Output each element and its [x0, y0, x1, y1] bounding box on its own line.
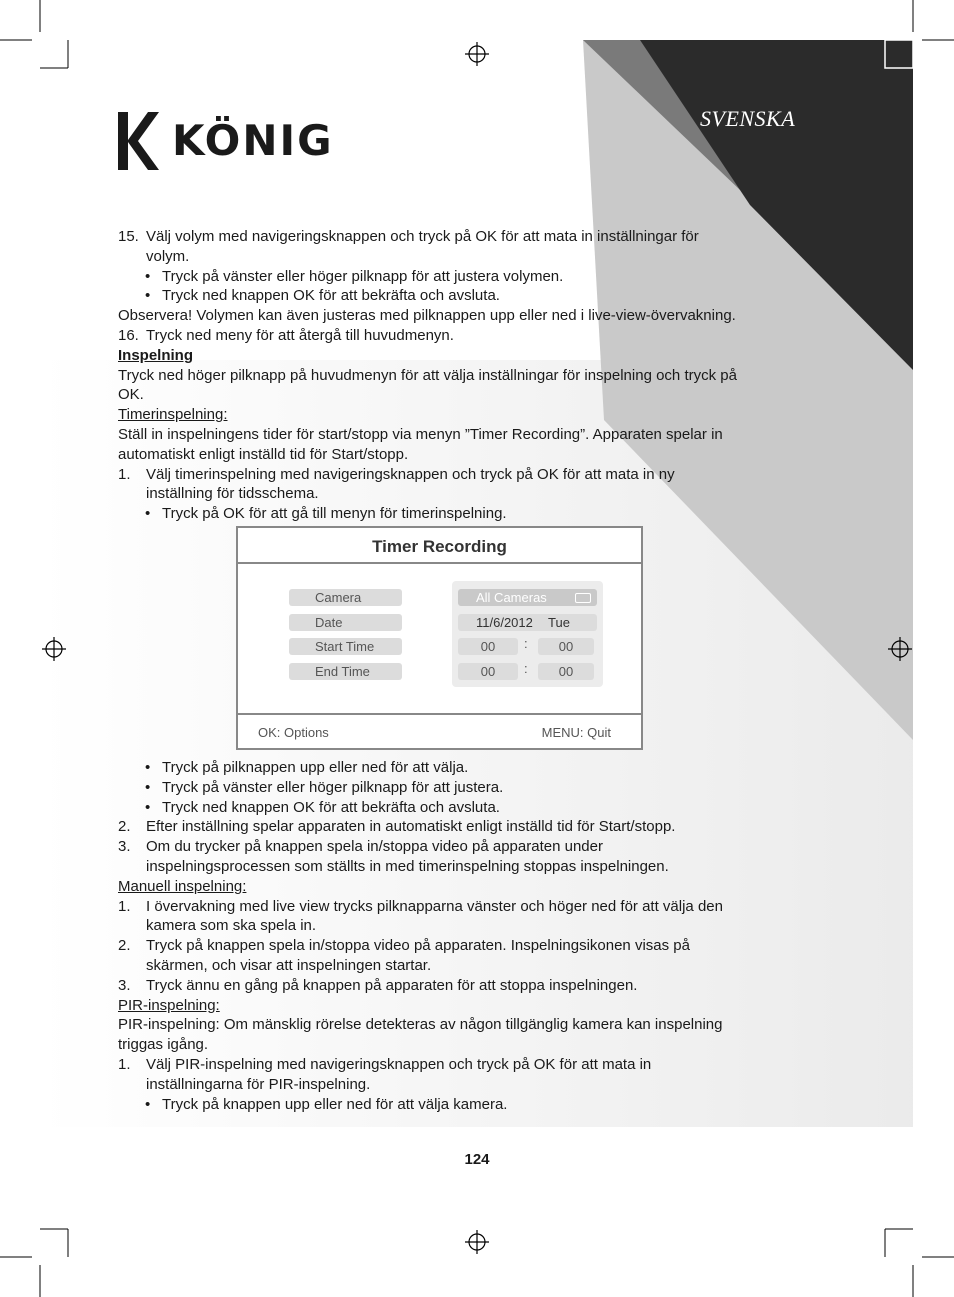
- settings-panel: [452, 581, 603, 687]
- item-number: 1.: [118, 897, 131, 915]
- brand-name: KÖNIG: [172, 116, 334, 165]
- bullet-item: [118, 267, 768, 287]
- bullet-item: [118, 758, 768, 778]
- bullet-icon: •: [145, 759, 151, 776]
- item-text: Tryck ned meny för att återgå till huvudmenyn.: [146, 326, 454, 344]
- list-item: [118, 227, 768, 267]
- screen-footer: [238, 713, 641, 750]
- list-item: [118, 976, 768, 996]
- item-number: 2.: [118, 818, 131, 836]
- item-number: 3.: [118, 976, 131, 994]
- menu-quit-label: MENU: Quit: [541, 725, 611, 740]
- list-item: [118, 897, 768, 937]
- list-item: [118, 465, 768, 505]
- item-text: Välj timerinspelning med navigeringsknappen och tryck på OK för att mata in ny inställning för tidsschema.: [146, 465, 675, 503]
- section-heading: Inspelning: [118, 346, 193, 364]
- item-number: 1.: [118, 1055, 131, 1073]
- konig-logo: [118, 112, 348, 174]
- camera-select[interactable]: [458, 589, 597, 606]
- start-hour-field[interactable]: 00: [458, 638, 518, 655]
- bullet-item: [118, 286, 768, 306]
- bullet-icon: •: [145, 798, 151, 816]
- document-body-continued: [118, 758, 768, 1114]
- item-text: I övervakning med live view trycks pilknapparna vänster och höger ned för att välja den kamera som ska spela in.: [146, 897, 723, 935]
- screen-title: Timer Recording: [238, 528, 641, 564]
- item-number: 15.: [118, 228, 139, 245]
- bullet-text: Tryck på knappen upp eller ned för att välja kamera.: [162, 1095, 508, 1113]
- section-heading: PIR-inspelning:: [118, 996, 220, 1014]
- time-separator: :: [524, 636, 528, 651]
- item-text: Om du trycker på knappen spela in/stoppa video på apparaten under inspelningsprocessen som ställts in med timerinspelning stoppas inspelningen.: [146, 838, 669, 875]
- section-heading: Manuell inspelning:: [118, 877, 247, 895]
- item-number: 2.: [118, 937, 131, 955]
- start-minute-field[interactable]: 00: [538, 638, 594, 655]
- date-label: Date: [289, 614, 402, 631]
- bullet-icon: •: [145, 778, 151, 796]
- bullet-item: [118, 778, 768, 798]
- camera-label: Camera: [289, 589, 402, 606]
- ok-options-label: OK: Options: [258, 725, 329, 740]
- item-text: Välj volym med navigeringsknappen och tryck på OK för att mata in inställningar för volym.: [146, 228, 699, 265]
- language-label: SVENSKA: [700, 106, 796, 131]
- bullet-text: Tryck på pilknappen upp eller ned för att välja.: [162, 759, 469, 776]
- list-item: [118, 817, 768, 837]
- list-item: [118, 936, 768, 976]
- note-text: Observera! Volymen kan även justeras med pilknappen upp eller ned i live-view-övervakning.: [118, 307, 736, 325]
- end-hour-field[interactable]: 00: [458, 663, 518, 680]
- item-number: 1.: [118, 465, 131, 483]
- camera-value: All Cameras: [476, 590, 547, 605]
- item-text: Tryck ännu en gång på knappen på apparaten för att stoppa inspelningen.: [146, 976, 638, 994]
- item-text: Tryck på knappen spela in/stoppa video på apparaten. Inspelningsikonen visas på skärmen, och visar att inspelningen startar.: [146, 937, 690, 974]
- item-number: 16.: [118, 326, 139, 344]
- time-separator: :: [524, 661, 528, 676]
- end-minute-field[interactable]: 00: [538, 663, 594, 680]
- bullet-text: Tryck ned knappen OK för att bekräfta och avsluta.: [162, 287, 500, 305]
- dropdown-icon: [575, 593, 591, 603]
- paragraph: PIR-inspelning: Om mänsklig rörelse detekteras av någon tillgänglig kamera kan inspelning triggas igång.: [118, 1016, 723, 1054]
- bullet-item: [118, 798, 768, 818]
- list-item: [118, 1055, 768, 1095]
- page-number: 124: [464, 1151, 490, 1168]
- timer-recording-screen: [236, 526, 643, 750]
- bullet-item: [118, 1095, 768, 1115]
- section-heading: Timerinspelning:: [118, 406, 228, 424]
- bullet-text: Tryck ned knappen OK för att bekräfta och avsluta.: [162, 798, 500, 816]
- bullet-text: Tryck på vänster eller höger pilknapp för att justera.: [162, 778, 504, 796]
- bullet-text: Tryck på vänster eller höger pilknapp för att justera volymen.: [162, 267, 564, 285]
- paragraph: Ställ in inspelningens tider för start/stopp via menyn ”Timer Recording”. Apparaten spelar in automatiskt enligt inställd tid för Start/stopp.: [118, 425, 723, 463]
- document-body: [118, 227, 768, 524]
- bullet-item: [118, 504, 768, 524]
- date-value: 11/6/2012: [476, 615, 533, 630]
- bullet-icon: •: [145, 505, 151, 523]
- item-number: 3.: [118, 838, 131, 856]
- bullet-text: Tryck på OK för att gå till menyn för timerinspelning.: [162, 505, 507, 523]
- list-item: [118, 326, 768, 346]
- date-field[interactable]: [458, 614, 597, 631]
- item-text: Välj PIR-inspelning med navigeringsknappen och tryck på OK för att mata in inställningarna för PIR-inspelning.: [146, 1055, 652, 1093]
- end-time-label: End Time: [289, 663, 402, 680]
- bullet-icon: •: [145, 1095, 151, 1113]
- list-item: [118, 837, 768, 877]
- day-value: Tue: [548, 615, 570, 630]
- bullet-icon: •: [145, 267, 151, 285]
- item-text: Efter inställning spelar apparaten in automatiskt enligt inställd tid för Start/stopp.: [146, 818, 676, 836]
- bullet-icon: •: [145, 287, 151, 305]
- start-time-label: Start Time: [289, 638, 402, 655]
- paragraph: Tryck ned höger pilknapp på huvudmenyn för att välja inställningar för inspelning och tryck på OK.: [118, 366, 737, 404]
